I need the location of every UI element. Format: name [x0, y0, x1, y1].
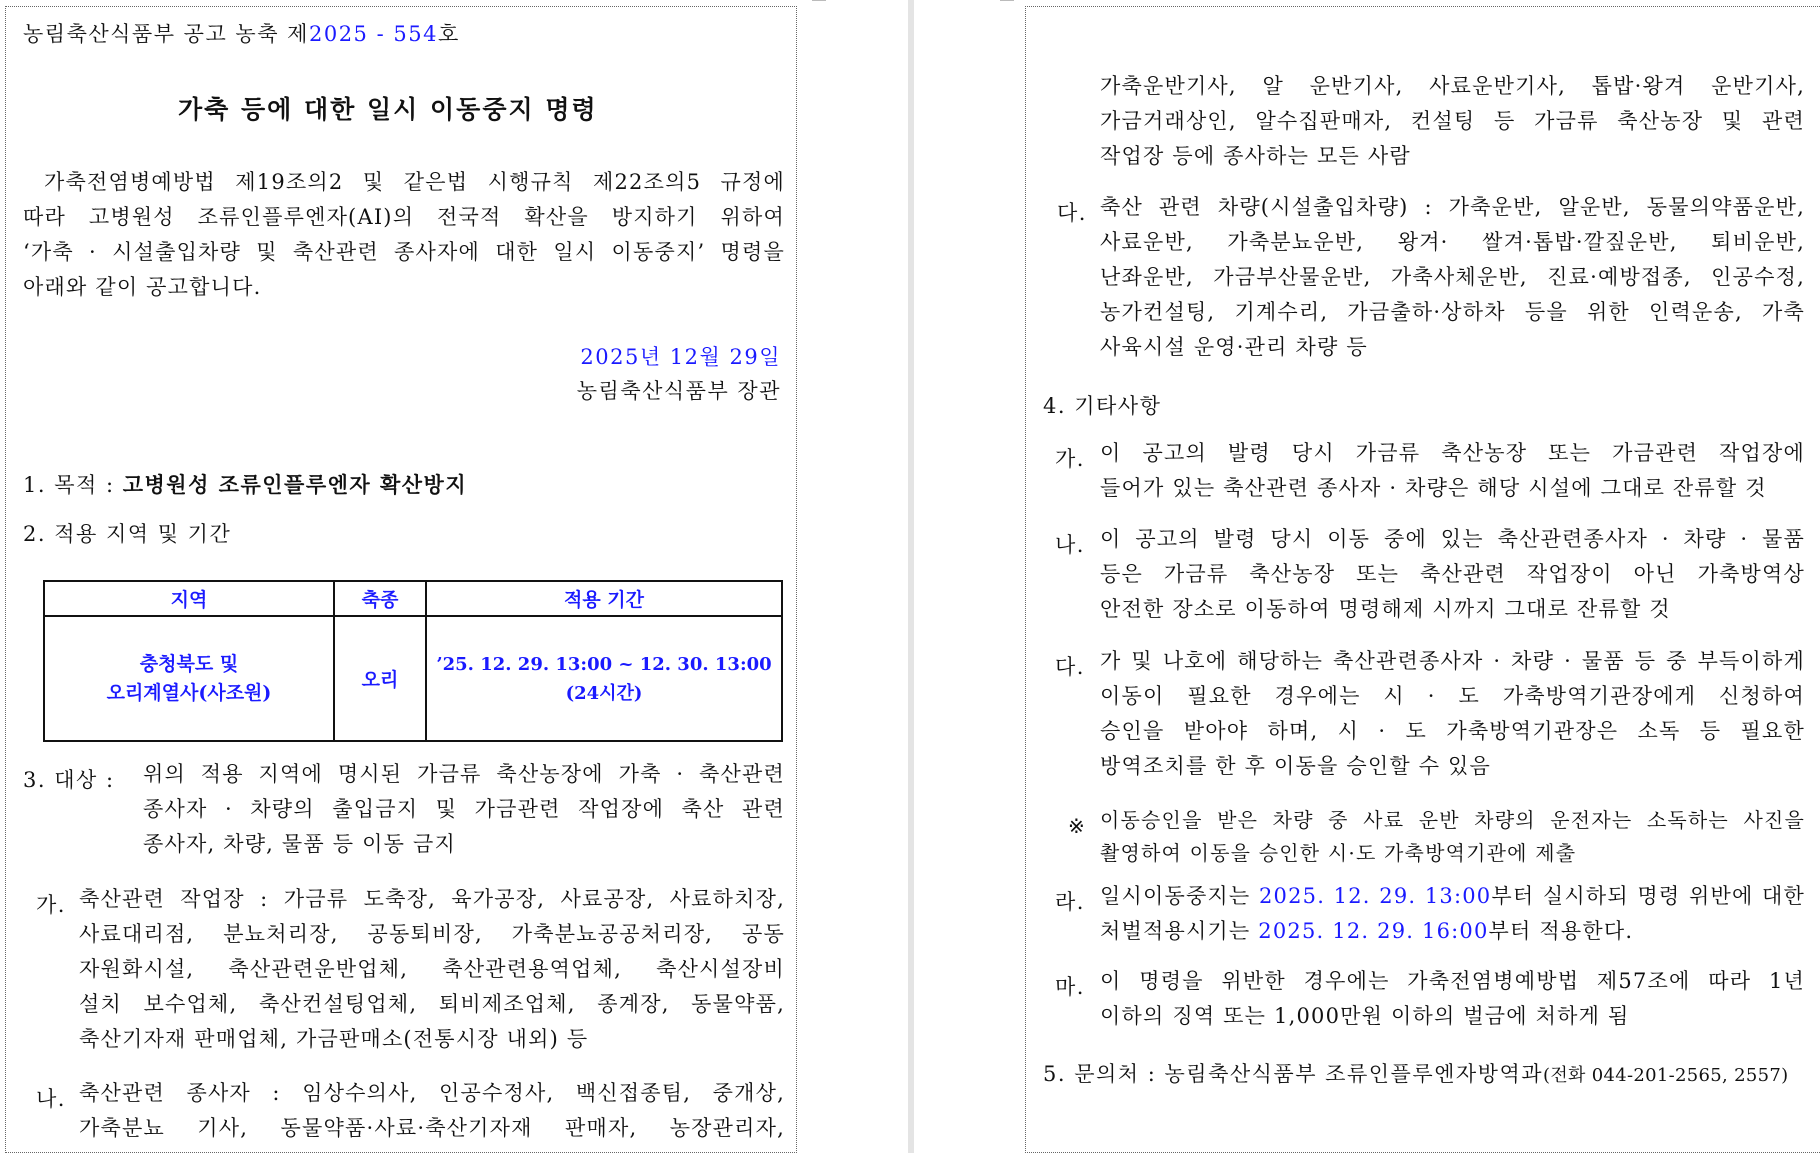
- intro-paragraph: 가축전염병예방법 제19조의2 및 같은법 시행규칙 제22조의5 규정에 따라 고병원성 조류인플루엔자(AI)의 전국적 확산을 방지하기 위하여 ‘가축 · 시설출입차량 및 축산관련 종사자에 대한 일시 이동중지’ 명령을 아래와 같이 공고합니다.: [23, 170, 785, 299]
- table-cell-species: 오리: [334, 616, 426, 741]
- s4-ra-label: 라.: [1055, 890, 1085, 914]
- section-other: 4. 기타사항: [1043, 394, 1162, 418]
- table-header-species: 축종: [334, 581, 426, 616]
- document-page-right: [1025, 6, 1820, 1153]
- document-page-left: [5, 6, 797, 1153]
- s4-da-text: 가 및 나호에 해당하는 축산관련종사자 · 차량 · 물품 등 중 부득이하게 이동이 필요한 경우에는 시 · 도 가축방역기관장에게 신청하여 승인을 받아야 하며, 시 · 도 가축방역기관장은 소독 등 필요한 방역조치를 한 후 이동을 승인할 수 있음: [1100, 649, 1805, 778]
- s4-ga-label: 가.: [1055, 447, 1085, 471]
- section-purpose: 1. 목적 : 고병원성 조류인플루엔자 확산방지: [23, 472, 468, 497]
- section-area-period: 2. 적용 지역 및 기간: [23, 522, 232, 546]
- s4-na-label: 나.: [1055, 533, 1085, 557]
- table-header-region: 지역: [44, 581, 334, 616]
- table-header-period: 적용 기간: [426, 581, 782, 616]
- start-time: 2025. 12. 29. 13:00: [1258, 884, 1492, 908]
- item-ga-label: 가.: [36, 893, 66, 917]
- note-mark: ※: [1068, 814, 1087, 838]
- s4-ma-label: 마.: [1055, 975, 1085, 999]
- section-target-text: 위의 적용 지역에 명시된 가금류 축산농장에 가축 · 축산관련 종사자 · 차량의 출입금지 및 가금관련 작업장에 축산 관련 종사자, 차량, 물품 등 이동 금지: [143, 762, 785, 856]
- note-text: 이동승인을 받은 차량 중 사료 운반 차량의 운전자는 소독하는 사진을 촬영하여 이동을 승인한 시·도 가축방역기관에 제출: [1100, 808, 1805, 865]
- s4-ra-text: 일시이동중지는 2025. 12. 29. 13:00부터 실시하되 명령 위반에 대한 처벌적용시기는 2025. 12. 29. 16:00부터 적용한다.: [1100, 884, 1805, 943]
- item-da-label: 다.: [1057, 201, 1087, 225]
- section-contact: 5. 문의처 : 농림축산식품부 조류인플루엔자방역과(전화 044-201-2565, 2557): [1043, 1062, 1789, 1086]
- section-target-label: 3. 대상 :: [23, 768, 115, 792]
- area-period-table: [43, 580, 783, 742]
- item-da-text: 축산 관련 차량(시설출입차량) : 가축운반, 알운반, 동물의약품운반, 사료운반, 가축분뇨운반, 왕겨· 쌀겨·톱밥·깔짚운반, 퇴비운반, 난좌운반, 가금부산물운반, 가축사체운반, 진료·예방접종, 인공수정, 농가컨설팅, 기계수리, 가금출하·상하차 등을 위한 인력운송, 가축 사육시설 운영·관리 차량 등: [1100, 195, 1805, 359]
- s4-da-label: 다.: [1055, 655, 1085, 679]
- item-na-text: 축산관련 종사자 : 임상수의사, 인공수정사, 백신접종팀, 중개상, 가축분뇨 기사, 동물약품·사료·축산기자재 판매자, 농장관리자,: [79, 1081, 785, 1140]
- s4-na-text: 이 공고의 발령 당시 이동 중에 있는 축산관련종사자 · 차량 · 물품 등은 가금류 축산농장 또는 축산관련 작업장이 아닌 가축방역상 안전한 장소로 이동하여 명령해제 시까지 그대로 잔류할 것: [1100, 527, 1805, 621]
- item-na-label: 나.: [36, 1087, 66, 1111]
- page-corner-mark: [1000, 0, 1014, 4]
- page-corner-mark: [812, 0, 826, 4]
- table-cell-region: 충청북도 및 오리계열사(사조원): [44, 616, 334, 741]
- table-cell-period: ’25. 12. 29. 13:00 ~ 12. 30. 13:00 (24시간): [426, 616, 782, 741]
- item-ga-text: 축산관련 작업장 : 가금류 도축장, 육가공장, 사료공장, 사료하치장, 사료대리점, 분뇨처리장, 공동퇴비장, 가축분뇨공공처리장, 공동 자원화시설, 축산관련운반업체, 축산관련용역업체, 축산시설장비 설치 보수업체, 축산컨설팅업체, 퇴비제조업체, 종계장, 동물약품, 축산기자재 판매업체, 가금판매소(전통시장 내외) 등: [79, 887, 785, 1051]
- item-na-continued: 가축운반기사, 알 운반기사, 사료운반기사, 톱밥·왕겨 운반기사, 가금거래상인, 알수집판매자, 컨설팅 등 가금류 축산농장 및 관련 작업장 등에 종사하는 모든 사람: [1100, 74, 1805, 168]
- document-title: 가축 등에 대한 일시 이동중지 명령: [178, 95, 598, 124]
- s4-ga-text: 이 공고의 발령 당시 가금류 축산농장 또는 가금관련 작업장에 들어가 있는 축산관련 종사자 · 차량은 해당 시설에 그대로 잔류할 것: [1100, 441, 1805, 500]
- issuer: 농림축산식품부 장관: [576, 379, 781, 403]
- notice-number: 농림축산식품부 공고 농축 제2025 - 554호: [23, 22, 460, 46]
- notice-date: 2025년 12월 29일: [580, 345, 781, 369]
- penalty-time: 2025. 12. 29. 16:00: [1258, 919, 1489, 943]
- page-gutter: [908, 0, 914, 1153]
- s4-ma-text: 이 명령을 위반한 경우에는 가축전염병예방법 제57조에 따라 1년 이하의 징역 또는 1,000만원 이하의 벌금에 처하게 됨: [1100, 969, 1805, 1028]
